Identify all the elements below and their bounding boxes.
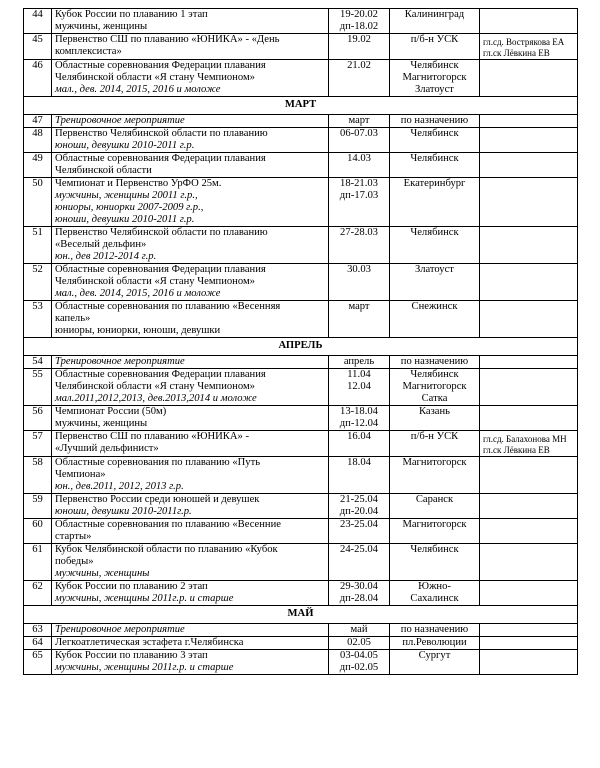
event-title-line: Первенство России среди юношей и девушек	[55, 494, 260, 505]
date-line: дп-02.05	[339, 662, 379, 673]
event-title-line: «Веселый дельфин»	[55, 239, 147, 250]
place-line: Челябинск	[410, 60, 459, 71]
date-line: 21-25.04	[340, 494, 378, 505]
schedule-document	[23, 8, 577, 675]
date-line: 24-25.04	[340, 544, 378, 555]
dates-cell	[329, 356, 390, 369]
date-line: 18-21.03	[340, 178, 378, 189]
place-line: Сатка	[421, 393, 448, 404]
row-number: 49	[24, 153, 52, 178]
event-title-line: Легкоатлетическая эстафета г.Челябинска	[55, 637, 244, 648]
event-title-line: Чемпионат и Первенство УрФО 25м.	[55, 178, 222, 189]
row-number: 52	[24, 264, 52, 301]
responsible-cell	[480, 9, 578, 34]
event-title-line: Кубок России по плаванию 3 этап	[55, 650, 208, 661]
table-row	[24, 519, 578, 544]
responsible-cell	[480, 457, 578, 494]
date-line: 19-20.02	[340, 9, 378, 20]
event-title-line: Областные соревнования по плаванию «Весенние	[55, 519, 281, 530]
place-cell	[390, 581, 480, 606]
row-number: 61	[24, 544, 52, 581]
event-title-line: Кубок России по плаванию 2 этап	[55, 581, 208, 592]
dates-cell	[329, 301, 390, 338]
row-number: 56	[24, 406, 52, 431]
place-cell	[390, 637, 480, 650]
event-title-line: Областные соревнования Федерации плавания	[55, 153, 266, 164]
dates-cell	[329, 624, 390, 637]
responsible-line: гл.ск Лёвкина ЕВ	[483, 48, 550, 58]
place-line: по назначению	[400, 115, 469, 126]
event-cell	[52, 406, 329, 431]
date-line: март	[348, 301, 370, 312]
place-line: Калининград	[404, 9, 465, 20]
dates-cell	[329, 457, 390, 494]
place-line: Магнитогорск	[402, 519, 467, 530]
place-line: Южно-	[418, 581, 451, 592]
place-cell	[390, 406, 480, 431]
event-title-line: старты»	[55, 531, 92, 542]
responsible-line: гл.ск Лёвкина ЕВ	[483, 445, 550, 455]
table-row	[24, 369, 578, 406]
date-line: 14.03	[347, 153, 371, 164]
place-cell	[390, 153, 480, 178]
event-participants: Тренировочное мероприятие	[55, 356, 185, 367]
event-cell	[52, 637, 329, 650]
place-cell	[390, 544, 480, 581]
event-cell	[52, 519, 329, 544]
row-number: 63	[24, 624, 52, 637]
place-line: Снежинск	[411, 301, 458, 312]
place-line: Челябинск	[410, 544, 459, 555]
dates-cell	[329, 431, 390, 457]
event-title-line: капель»	[55, 313, 91, 324]
place-cell	[390, 264, 480, 301]
row-number: 44	[24, 9, 52, 34]
date-line: дп-28.04	[339, 593, 379, 604]
event-cell	[52, 178, 329, 227]
dates-cell	[329, 115, 390, 128]
event-title-line: Областные соревнования по плаванию «Весенняя	[55, 301, 281, 312]
place-cell	[390, 356, 480, 369]
event-title-line: Первенство Челябинской области по плаванию	[55, 227, 268, 238]
row-number: 47	[24, 115, 52, 128]
responsible-cell	[480, 128, 578, 153]
responsible-line: гл.сд. Балахонова МН	[483, 434, 567, 444]
place-line: Челябинск	[410, 369, 459, 380]
dates-cell	[329, 34, 390, 60]
place-cell	[390, 227, 480, 264]
table-row	[24, 227, 578, 264]
event-title-line: Челябинской области	[55, 165, 152, 176]
event-cell	[52, 153, 329, 178]
date-line: 16.04	[347, 431, 371, 442]
dates-cell	[329, 494, 390, 519]
place-cell	[390, 650, 480, 675]
responsible-cell	[480, 431, 578, 457]
row-number: 54	[24, 356, 52, 369]
date-line: дп-17.03	[339, 190, 379, 201]
date-line: март	[348, 115, 370, 126]
place-cell	[390, 494, 480, 519]
event-title-line: мужчины, женщины	[55, 21, 148, 32]
date-line: 03-04.05	[340, 650, 378, 661]
event-title-line: победы»	[55, 556, 94, 567]
event-participants: юноши, девушки 2010-2011 г.р.	[55, 140, 195, 151]
place-line: Екатеринбург	[403, 178, 466, 189]
event-cell	[52, 369, 329, 406]
event-participants: мужчины, женщины	[55, 568, 150, 579]
responsible-cell	[480, 406, 578, 431]
date-line: май	[350, 624, 368, 635]
month-header-row	[24, 97, 578, 115]
table-row	[24, 431, 578, 457]
dates-cell	[329, 519, 390, 544]
dates-cell	[329, 178, 390, 227]
table-row	[24, 301, 578, 338]
responsible-cell	[480, 178, 578, 227]
event-title-line: мужчины, женщины	[55, 418, 148, 429]
date-line: апрель	[343, 356, 375, 367]
place-line: Челябинск	[410, 128, 459, 139]
event-cell	[52, 650, 329, 675]
place-line: Магнитогорск	[402, 381, 467, 392]
event-title-line: Кубок Челябинской области по плаванию «Кубок	[55, 544, 278, 555]
place-line: п/б-н УСК	[410, 34, 459, 45]
event-cell	[52, 60, 329, 97]
place-line: Магнитогорск	[402, 457, 467, 468]
place-cell	[390, 115, 480, 128]
place-cell	[390, 128, 480, 153]
event-cell	[52, 624, 329, 637]
place-line: Сахалинск	[410, 593, 459, 604]
dates-cell	[329, 544, 390, 581]
dates-cell	[329, 153, 390, 178]
event-participants: юноши, девушки 2010-2011 г.р.	[55, 214, 195, 225]
responsible-cell	[480, 264, 578, 301]
row-number: 55	[24, 369, 52, 406]
event-cell	[52, 457, 329, 494]
responsible-cell	[480, 301, 578, 338]
table-row	[24, 9, 578, 34]
responsible-cell	[480, 227, 578, 264]
date-line: дп-20.04	[339, 506, 379, 517]
place-line: Сургут	[418, 650, 451, 661]
dates-cell	[329, 650, 390, 675]
table-row	[24, 494, 578, 519]
dates-cell	[329, 227, 390, 264]
row-number: 57	[24, 431, 52, 457]
month-heading: АПРЕЛЬ	[24, 338, 578, 356]
row-number: 50	[24, 178, 52, 227]
event-title-line: Первенство СШ по плаванию «ЮНИКА» -	[55, 431, 249, 442]
event-participants: мужчины, женщины 2011г.р. и старше	[55, 593, 234, 604]
event-cell	[52, 9, 329, 34]
event-participants: мал., дев. 2014, 2015, 2016 и моложе	[55, 288, 221, 299]
event-cell	[52, 301, 329, 338]
responsible-cell	[480, 60, 578, 97]
event-cell	[52, 356, 329, 369]
date-line: дп-12.04	[339, 418, 379, 429]
table-row	[24, 544, 578, 581]
responsible-cell	[480, 519, 578, 544]
date-line: 19.02	[347, 34, 371, 45]
place-cell	[390, 369, 480, 406]
date-line: 13-18.04	[340, 406, 378, 417]
event-title-line: Областные соревнования Федерации плавания	[55, 60, 266, 71]
event-participants: Тренировочное мероприятие	[55, 624, 185, 635]
table-row	[24, 115, 578, 128]
date-line: 21.02	[347, 60, 371, 71]
event-cell	[52, 431, 329, 457]
dates-cell	[329, 264, 390, 301]
table-row	[24, 356, 578, 369]
responsible-cell	[480, 637, 578, 650]
responsible-cell	[480, 494, 578, 519]
table-row	[24, 406, 578, 431]
responsible-line: гл.сд. Вострякова ЕА	[483, 37, 565, 47]
dates-cell	[329, 9, 390, 34]
date-line: 11.04	[347, 369, 371, 380]
place-line: Челябинск	[410, 153, 459, 164]
month-header-row	[24, 338, 578, 356]
event-title-line: Челябинской области «Я стану Чемпионом»	[55, 381, 255, 392]
event-cell	[52, 544, 329, 581]
place-line: Магнитогорск	[402, 72, 467, 83]
row-number: 60	[24, 519, 52, 544]
responsible-cell	[480, 153, 578, 178]
row-number: 48	[24, 128, 52, 153]
row-number: 62	[24, 581, 52, 606]
place-line: по назначению	[400, 356, 469, 367]
responsible-cell	[480, 369, 578, 406]
event-participants: юн., дев.2011, 2012, 2013 г.р.	[55, 481, 184, 492]
event-title-line: Областные соревнования по плаванию «Путь	[55, 457, 261, 468]
table-row	[24, 264, 578, 301]
event-title-line: Чемпионат России (50м)	[55, 406, 167, 417]
table-row	[24, 581, 578, 606]
table-row	[24, 60, 578, 97]
place-line: Саранск	[415, 494, 454, 505]
place-cell	[390, 301, 480, 338]
event-participants: юноши, девушки 2010-2011г.р.	[55, 506, 192, 517]
event-title-line: комплексиста»	[55, 46, 122, 57]
date-line: 29-30.04	[340, 581, 378, 592]
dates-cell	[329, 406, 390, 431]
place-cell	[390, 60, 480, 97]
row-number: 45	[24, 34, 52, 60]
event-participants: мужчины, женщины 2011г.р. и старше	[55, 662, 234, 673]
responsible-cell	[480, 115, 578, 128]
row-number: 64	[24, 637, 52, 650]
responsible-cell	[480, 356, 578, 369]
date-line: 18.04	[347, 457, 371, 468]
event-title-line: Кубок России по плаванию 1 этап	[55, 9, 208, 20]
table-row	[24, 153, 578, 178]
place-line: Златоуст	[415, 264, 454, 275]
place-line: Казань	[418, 406, 450, 417]
place-cell	[390, 178, 480, 227]
place-line: п/б-н УСК	[410, 431, 459, 442]
event-title-line: Чемпиона»	[55, 469, 106, 480]
row-number: 59	[24, 494, 52, 519]
place-cell	[390, 431, 480, 457]
responsible-cell	[480, 624, 578, 637]
place-cell	[390, 624, 480, 637]
event-cell	[52, 128, 329, 153]
event-cell	[52, 115, 329, 128]
event-title-line: «Лучший дельфинист»	[55, 443, 159, 454]
event-participants: Тренировочное мероприятие	[55, 115, 185, 126]
event-cell	[52, 581, 329, 606]
dates-cell	[329, 369, 390, 406]
responsible-cell	[480, 581, 578, 606]
date-line: 23-25.04	[340, 519, 378, 530]
event-title-line: юниоры, юниорки, юноши, девушки	[55, 325, 221, 336]
event-title-line: Областные соревнования Федерации плавания	[55, 264, 266, 275]
dates-cell	[329, 581, 390, 606]
responsible-cell	[480, 544, 578, 581]
date-line: 12.04	[347, 381, 371, 392]
row-number: 51	[24, 227, 52, 264]
table-row	[24, 637, 578, 650]
event-cell	[52, 227, 329, 264]
place-line: пл.Революции	[402, 637, 467, 648]
row-number: 58	[24, 457, 52, 494]
place-line: Златоуст	[415, 84, 454, 95]
table-row	[24, 34, 578, 60]
event-title-line: Первенство СШ по плаванию «ЮНИКА» - «День	[55, 34, 280, 45]
responsible-cell	[480, 34, 578, 60]
row-number: 53	[24, 301, 52, 338]
event-cell	[52, 264, 329, 301]
month-heading: МАРТ	[24, 97, 578, 115]
place-cell	[390, 519, 480, 544]
date-line: 02.05	[347, 637, 371, 648]
event-participants: мужчины, женщины 20011 г.р.,	[55, 190, 198, 201]
place-cell	[390, 457, 480, 494]
table-row	[24, 128, 578, 153]
event-participants: мал.2011,2012,2013, дев.2013,2014 и моложе	[55, 393, 257, 404]
row-number: 65	[24, 650, 52, 675]
event-participants: мал., дев. 2014, 2015, 2016 и моложе	[55, 84, 221, 95]
date-line: 30.03	[347, 264, 371, 275]
event-cell	[52, 34, 329, 60]
row-number: 46	[24, 60, 52, 97]
event-cell	[52, 494, 329, 519]
month-heading: МАЙ	[24, 606, 578, 624]
responsible-cell	[480, 650, 578, 675]
dates-cell	[329, 128, 390, 153]
table-row	[24, 624, 578, 637]
dates-cell	[329, 637, 390, 650]
event-participants: юн., дев 2012-2014 г.р.	[55, 251, 157, 262]
place-cell	[390, 9, 480, 34]
date-line: 06-07.03	[340, 128, 378, 139]
month-header-row	[24, 606, 578, 624]
event-participants: юниоры, юниорки 2007-2009 г.р.,	[55, 202, 204, 213]
schedule-table	[23, 8, 578, 675]
table-row	[24, 457, 578, 494]
dates-cell	[329, 60, 390, 97]
event-title-line: Первенство Челябинской области по плаванию	[55, 128, 268, 139]
place-line: Челябинск	[410, 227, 459, 238]
date-line: 27-28.03	[340, 227, 378, 238]
date-line: дп-18.02	[339, 21, 379, 32]
event-title-line: Областные соревнования Федерации плавания	[55, 369, 266, 380]
table-row	[24, 178, 578, 227]
place-cell	[390, 34, 480, 60]
event-title-line: Челябинской области «Я стану Чемпионом»	[55, 72, 255, 83]
table-row	[24, 650, 578, 675]
event-title-line: Челябинской области «Я стану Чемпионом»	[55, 276, 255, 287]
place-line: по назначению	[400, 624, 469, 635]
